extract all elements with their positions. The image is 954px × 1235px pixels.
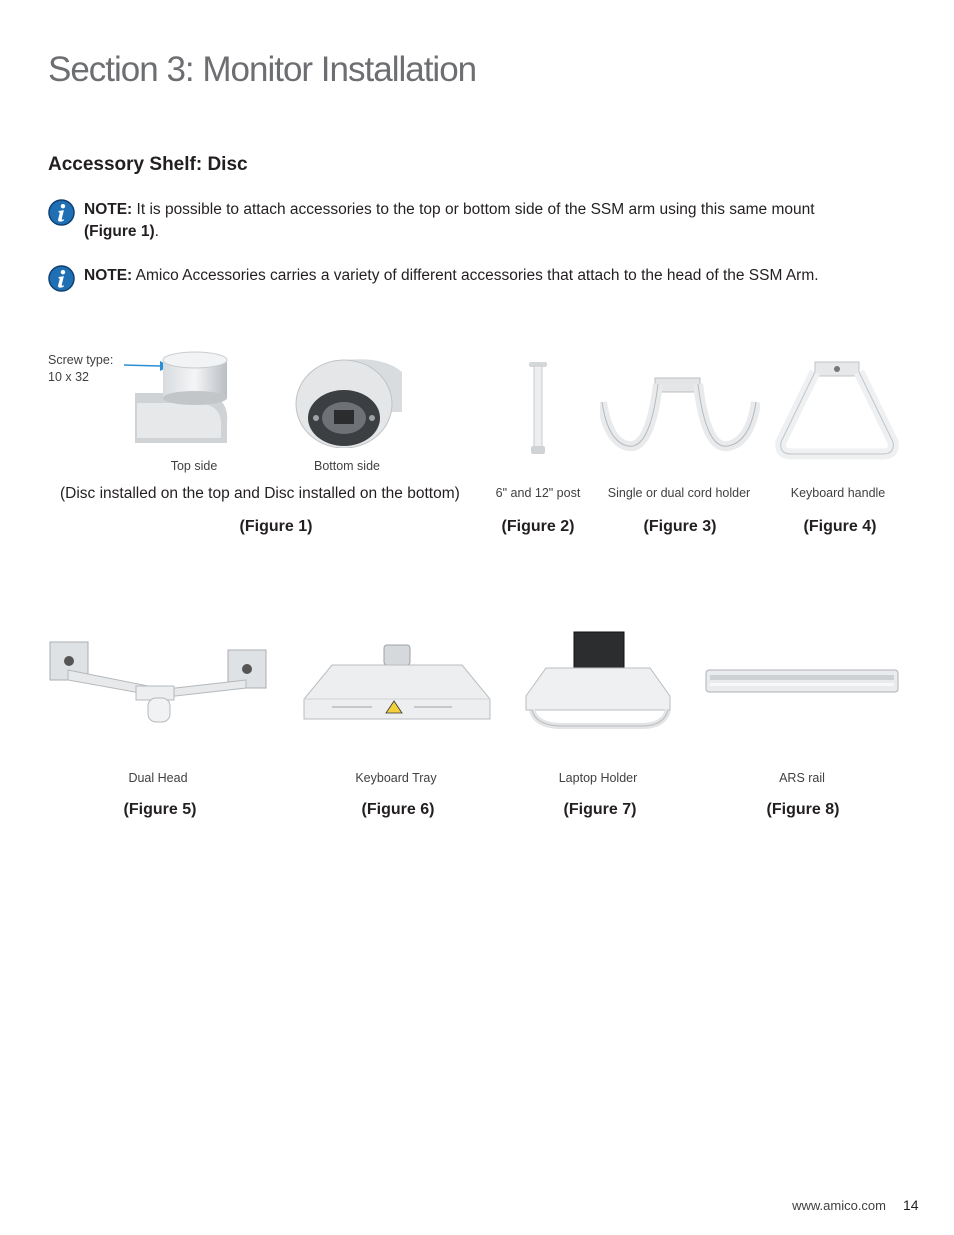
section-heading: Accessory Shelf: Disc [48, 154, 248, 175]
page-number: 14 [903, 1197, 919, 1213]
cord-holder-photo [600, 370, 760, 452]
footer-url[interactable]: www.amico.com [792, 1198, 886, 1213]
figure-2-caption: 6" and 12" post [495, 486, 581, 500]
note-text: It is possible to attach accessories to the top or bottom side of the SSM arm using this same mount [132, 201, 815, 218]
note-label: NOTE: [84, 267, 133, 284]
figure-reference: (Figure 1) [84, 223, 155, 240]
top-side-disc-photo [135, 348, 235, 443]
bottom-side-caption: Bottom side [313, 459, 380, 473]
figure-1-description: (Disc installed on the top and Disc installed on the bottom) [60, 485, 460, 502]
figure-1-label: (Figure 1) [239, 518, 313, 535]
top-side-caption: Top side [170, 459, 218, 473]
dual-head-photo [48, 640, 270, 724]
figure-4-label: (Figure 4) [803, 518, 877, 535]
figure-5-label: (Figure 5) [123, 801, 197, 818]
post-photo [526, 360, 550, 456]
figure-5-caption: Dual Head [128, 771, 188, 785]
bottom-side-disc-photo [294, 352, 404, 448]
figure-7-caption: Laptop Holder [558, 771, 638, 785]
figure-6-caption: Keyboard Tray [355, 771, 437, 785]
figure-8-caption: ARS rail [779, 771, 825, 785]
note-label: NOTE: [84, 201, 133, 218]
note-2 [48, 265, 868, 287]
figure-2-label: (Figure 2) [501, 518, 575, 535]
screw-size-label: 10 x 32 [48, 370, 90, 384]
laptop-holder-photo [522, 630, 674, 730]
note-1 [48, 199, 868, 243]
keyboard-handle-photo [775, 360, 900, 460]
info-icon [48, 265, 75, 292]
figure-3-label: (Figure 3) [643, 518, 717, 535]
figure-8-label: (Figure 8) [766, 801, 840, 818]
note-tail: . [154, 223, 159, 240]
ars-rail-photo [704, 666, 900, 696]
screw-type-label: Screw type: [48, 353, 114, 367]
figure-7-label: (Figure 7) [563, 801, 637, 818]
figure-6-label: (Figure 6) [361, 801, 435, 818]
page-title: Section 3: Monitor Installation [48, 50, 477, 89]
figure-4-caption: Keyboard handle [790, 486, 886, 500]
figure-3-caption: Single or dual cord holder [607, 486, 751, 500]
note-text: Amico Accessories carries a variety of different accessories that attach to the head of the SSM Arm. [132, 267, 819, 284]
info-icon [48, 199, 75, 226]
keyboard-tray-photo [302, 643, 492, 723]
